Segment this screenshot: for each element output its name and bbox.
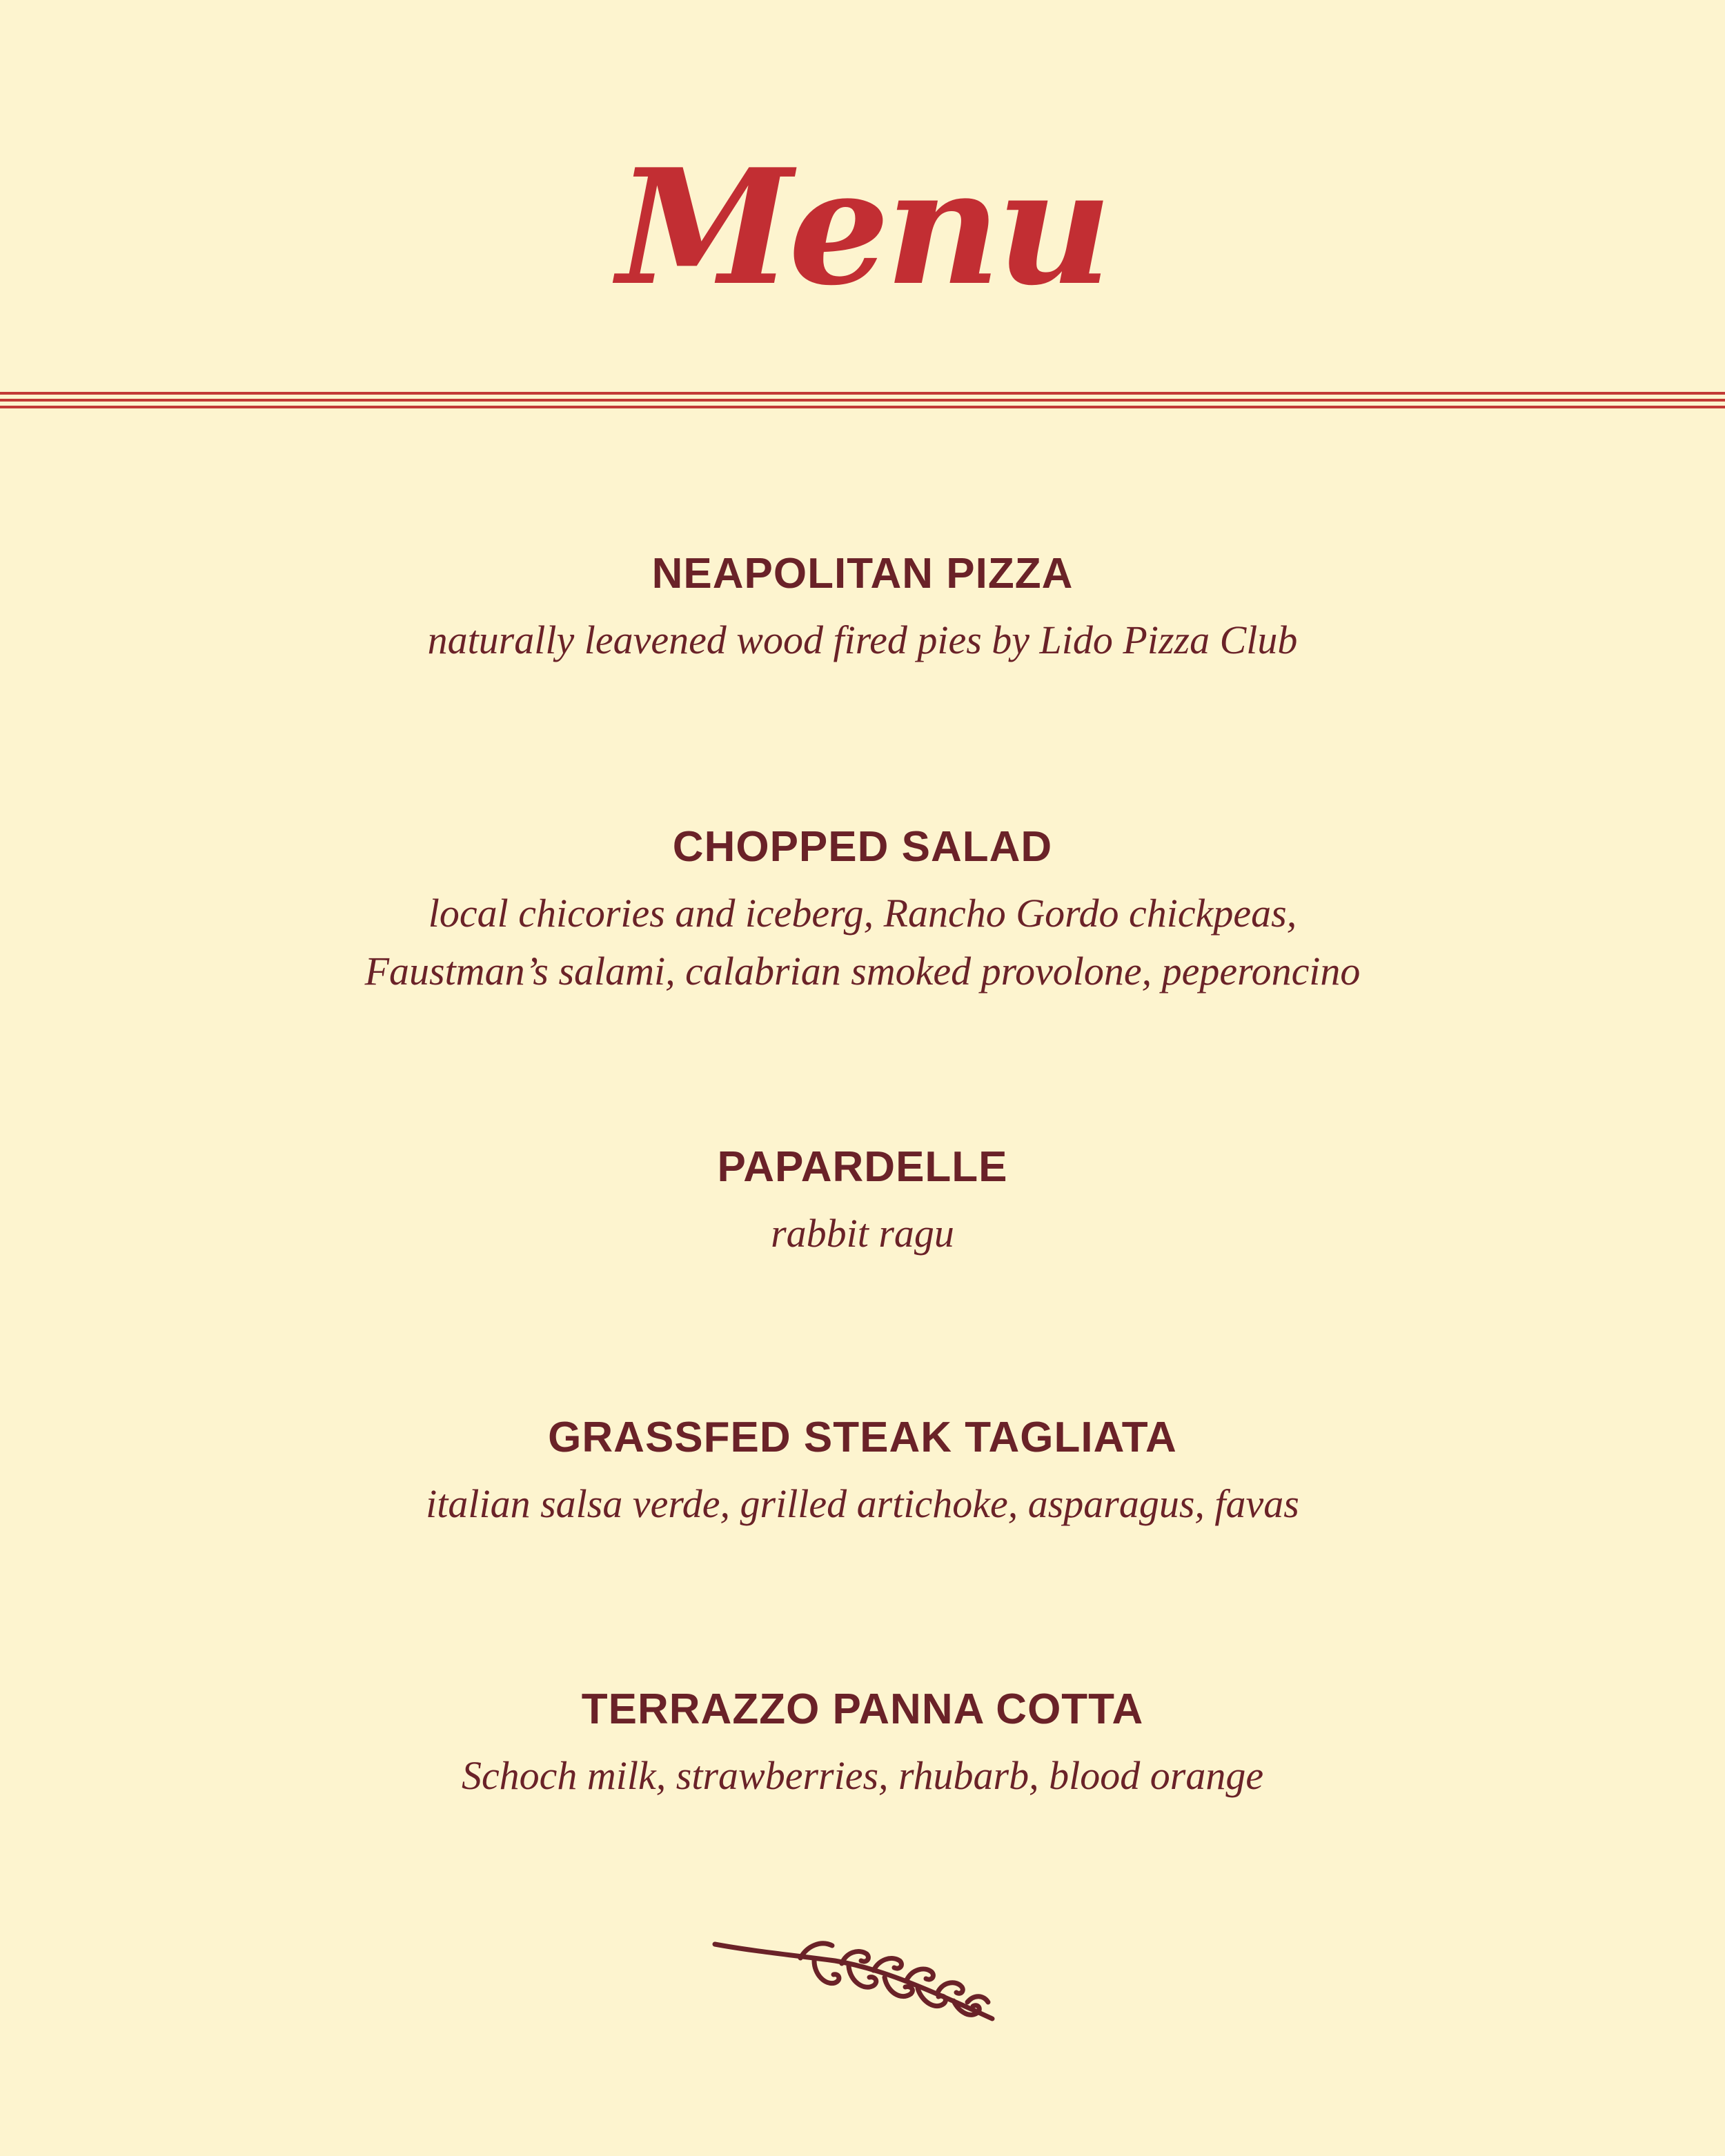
menu-item-description [0,611,1725,669]
description-line: rabbit ragu [771,1211,954,1256]
menu-item-description [0,1205,1725,1263]
menu-item [0,1682,1725,1805]
description-line: Faustman’s salami, calabrian smoked provolone, peperoncino [364,949,1361,993]
description-line: naturally leavened wood fired pies by Lido Pizza Club [427,617,1298,662]
menu-item-description [0,884,1725,1000]
menu-item-name: NEAPOLITAN PIZZA [651,550,1074,597]
menu-item-description [0,1747,1725,1805]
menu-item [0,820,1725,1000]
herb-sprig-icon [711,1925,1000,2028]
menu-item [0,546,1725,669]
description-line: italian salsa verde, grilled artichoke, asparagus, favas [426,1481,1299,1526]
menu-item [0,1410,1725,1533]
menu-title: Menu [617,135,1108,321]
menu-item-name: CHOPPED SALAD [672,823,1053,871]
description-line: Schoch milk, strawberries, rhubarb, blood orange [461,1753,1264,1798]
menu-item [0,1140,1725,1263]
header-divider-line [0,406,1725,408]
menu-item-name: TERRAZZO PANNA COTTA [581,1685,1144,1733]
description-line: local chicories and iceberg, Rancho Gordo chickpeas, [428,891,1297,936]
header-divider-line [0,392,1725,395]
header-divider-line [0,399,1725,402]
menu-item-name: PAPARDELLE [717,1143,1008,1191]
menu-item-name: GRASSFED STEAK TAGLIATA [548,1414,1177,1461]
menu-item-description [0,1475,1725,1533]
